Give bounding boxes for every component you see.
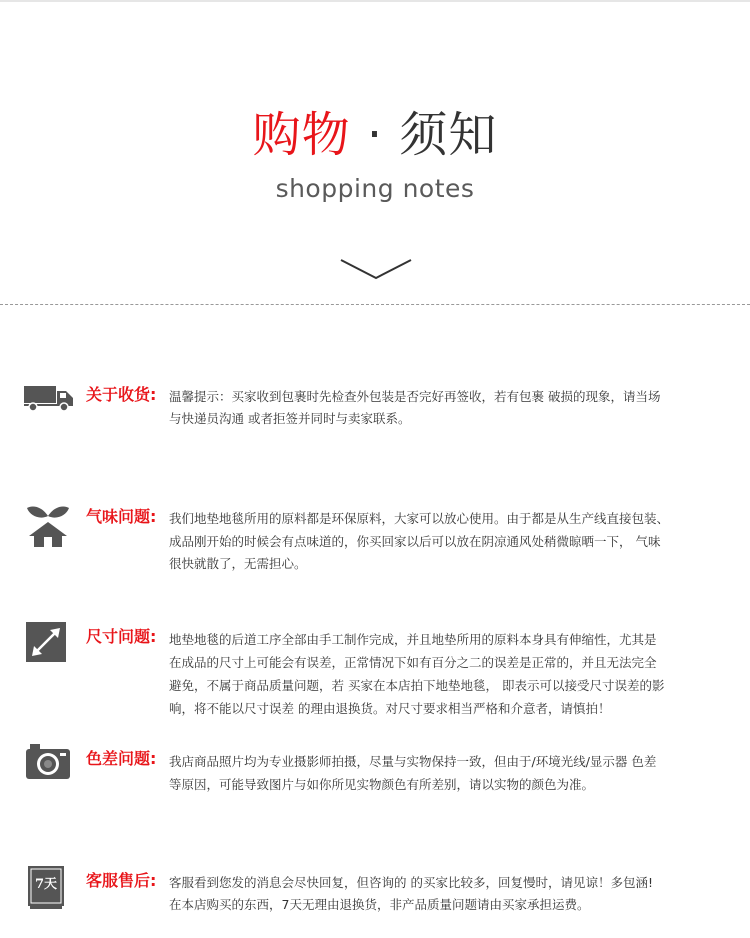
truck-icon — [24, 384, 74, 412]
house-leaf-icon — [26, 500, 70, 548]
page-title — [0, 104, 750, 166]
section-text: 我们地垫地毯所用的原料都是环保原料，大家可以放心使用。由于都是从生产线直接包装、 成品刚开始的时候会有点味道的，你买回家以后可以放在阴凉通风处稍微晾晒一下， 气味 很快就散了，无需担心。 — [169, 511, 670, 571]
title-dark-part: 须知 — [399, 107, 498, 163]
seven-day-return-icon — [28, 866, 64, 910]
resize-arrow-icon — [26, 622, 66, 662]
camera-icon — [26, 744, 70, 780]
top-divider — [0, 0, 750, 2]
section-text: 温馨提示：买家收到包裹时先检查外包装是否完好再签收，若有包裹 破损的现象，请当场 与快递员沟通 或者拒签并同时与卖家联系。 — [169, 389, 661, 426]
seven-day-label: 7天 — [34, 877, 58, 892]
section-label: 气味问题: — [86, 507, 157, 526]
title-separator: · — [366, 107, 384, 163]
section-label: 尺寸问题: — [86, 627, 157, 646]
section-label: 色差问题: — [86, 749, 157, 768]
section-label: 关于收货: — [86, 385, 157, 404]
section-text: 客服看到您发的消息会尽快回复，但咨询的 的买家比较多，回复慢时，请见谅！多包涵! 在本店购买的东西，7天无理由退换货，非产品质量问题请由买家承担运费。 — [169, 875, 653, 912]
section-label: 客服售后: — [86, 871, 157, 890]
dashed-divider — [0, 304, 750, 305]
section-text: 地垫地毯的后道工序全部由手工制作完成，并且地垫所用的原料本身具有伸缩性，尤其是 在成品的尺寸上可能会有误差，正常情况下如有百分之二的误差是正常的，并且无法完全 避免，不属于商品质量问题，若 买家在本店拍下地垫地毯， 即表示可以接受尺寸误差的影 响，将不能以尺寸误差 的理由退换货。对尺寸要求相当严格和介意者，请慎拍！ — [169, 632, 665, 716]
section-text: 我店商品照片均为专业摄影师拍摄，尽量与实物保持一致，但由于/环境光线/显示器 色差 等原因，可能导致图片与如你所见实物颜色有所差别，请以实物的颜色为准。 — [169, 754, 657, 792]
title-red-part: 购物 — [252, 107, 351, 163]
page-subtitle: shopping notes — [275, 174, 475, 203]
chevron-down-icon — [340, 258, 412, 282]
